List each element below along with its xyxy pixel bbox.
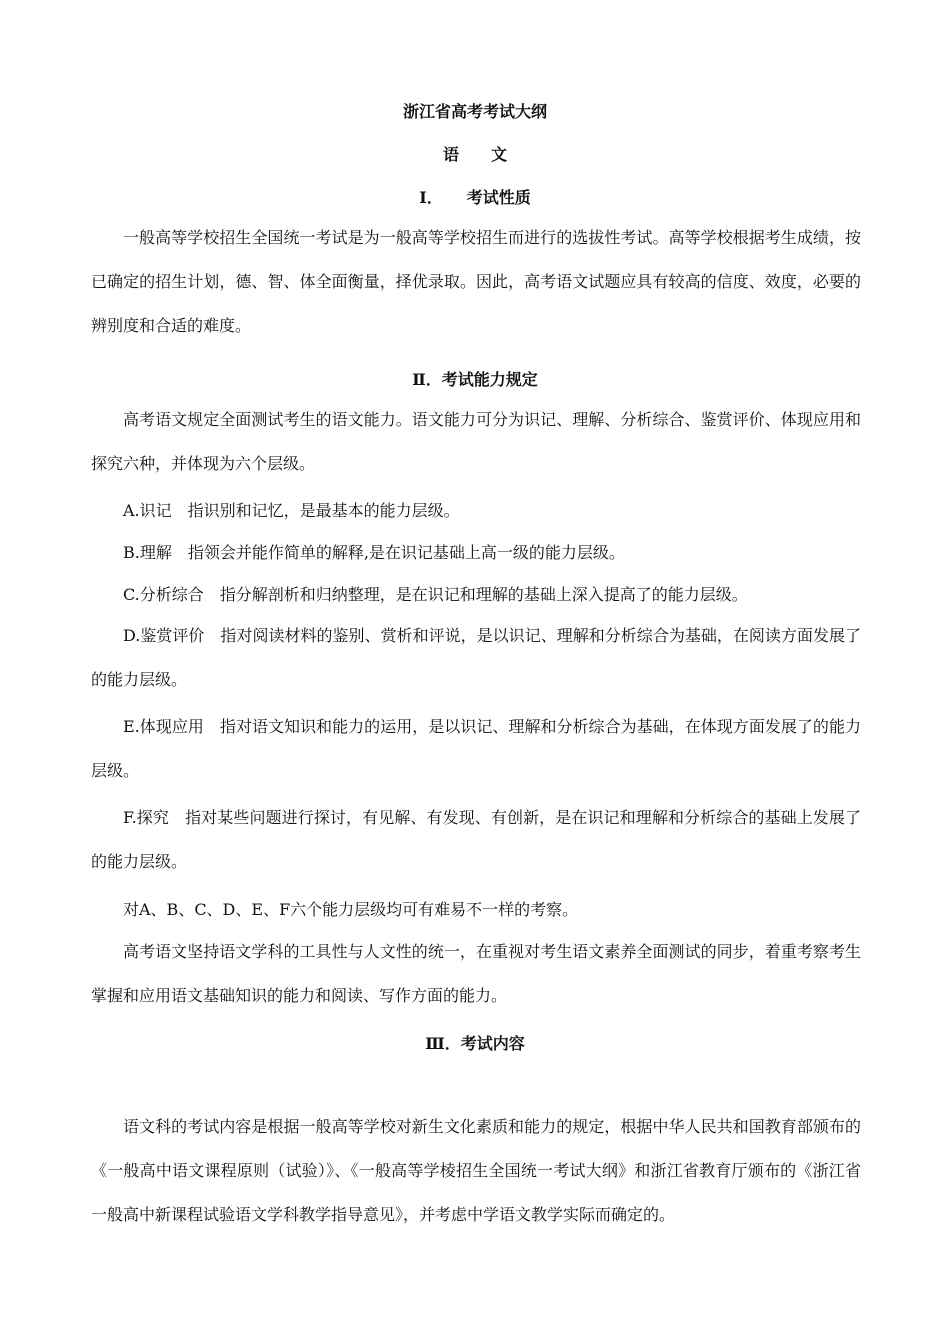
section-heading-1: Ⅰ． 考试性质 <box>419 188 531 207</box>
ability-item-f: F.探究 指对某些问题进行探讨，有见解、有发现、有创新，是在识记和理解和分析综合的基础上发展了的能力层级。 <box>91 808 861 871</box>
document-subject: 语 文 <box>442 145 507 164</box>
section-2-intro: 高考语文规定全面测试考生的语文能力。语文能力可分为识记、理解、分析综合、鉴赏评价、体现应用和探究六种，并体现为六个层级。 <box>91 410 861 473</box>
ability-item-a: A.识记 指识别和记忆，是最基本的能力层级。 <box>123 501 460 520</box>
ability-item-d: D.鉴赏评价 指对阅读材料的鉴别、赏析和评说，是以识记、理解和分析综合为基础，在阅读方面发展了的能力层级。 <box>91 626 861 689</box>
document-title: 浙江省高考考试大纲 <box>402 102 547 121</box>
section-heading-2: Ⅱ．考试能力规定 <box>412 370 538 389</box>
section-2-closing: 高考语文坚持语文学科的工具性与人文性的统一，在重视对考生语文素养全面测试的同步，着重考察考生掌握和应用语文基础知识的能力和阅读、写作方面的能力。 <box>91 942 861 1005</box>
section-3-paragraph: 语文科的考试内容是根据一般高等学校对新生文化素质和能力的规定，根据中华人民共和国教育部颁布的《一般高中语文课程原则（试验）》、《一般高等学棱招生全国统一考试大纲》和浙江省教育厅颁布的《浙江省一般高中新课程试验语文学科教学指导意见》，并考虑中学语文教学实际而确定的。 <box>91 1117 861 1224</box>
ability-note: 对A、B、C、D、E、F六个能力层级均可有难易不一样的考察。 <box>123 900 579 919</box>
ability-item-b: B.理解 指领会并能作简单的解释,是在识记基础上高一级的能力层级。 <box>123 543 625 562</box>
section-1-paragraph: 一般高等学校招生全国统一考试是为一般高等学校招生而进行的选拔性考试。高等学校根据考生成绩，按已确定的招生计划，德、智、体全面衡量，择优录取。因此，高考语文试题应具有较高的信度、效度，必要的辨别度和合适的难度。 <box>91 228 861 335</box>
ability-item-c: C.分析综合 指分解剖析和归纳整理，是在识记和理解的基础上深入提高了的能力层级。 <box>123 585 748 604</box>
ability-item-e: E.体现应用 指对语文知识和能力的运用，是以识记、理解和分析综合为基础，在体现方面发展了的能力层级。 <box>91 717 861 780</box>
section-heading-3: Ⅲ．考试内容 <box>425 1034 525 1053</box>
